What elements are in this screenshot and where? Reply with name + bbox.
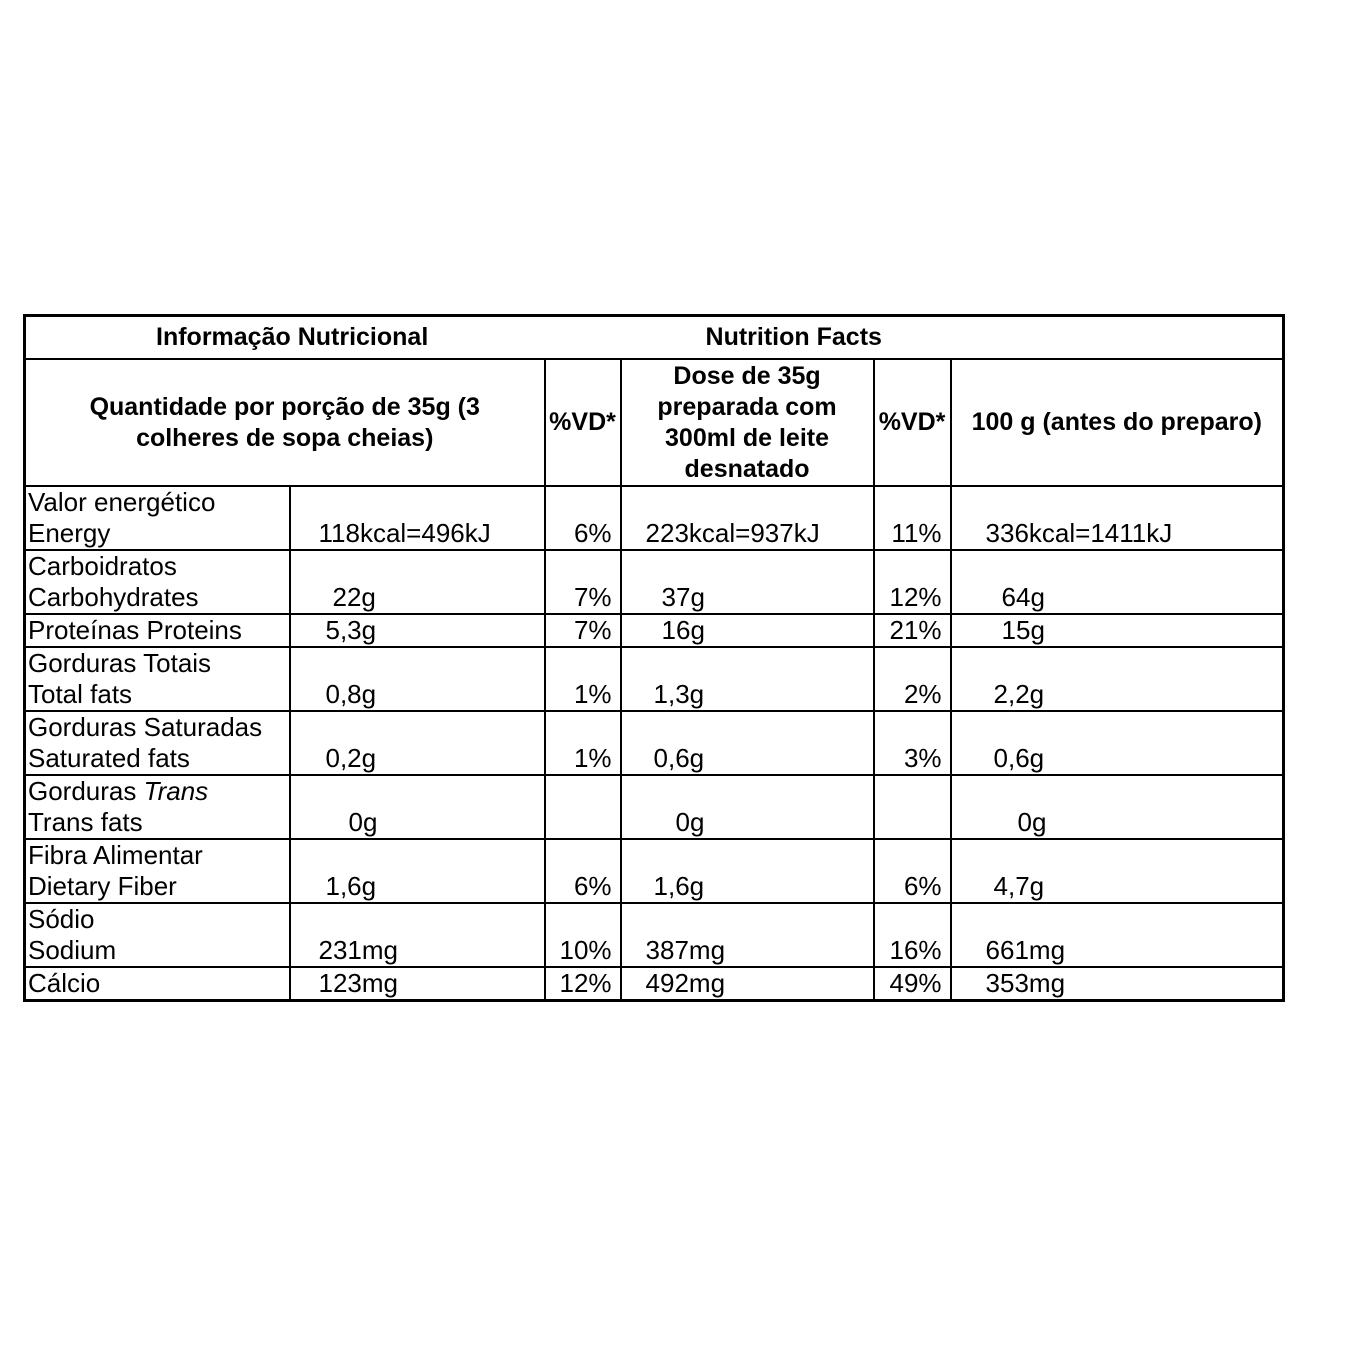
prepared-value: 0g: [621, 775, 874, 839]
table-row: [25, 967, 1284, 1001]
per-100g-value: 4,7g: [951, 839, 1284, 903]
nutrient-name-pt-italic: Trans: [143, 776, 209, 806]
vd-serving-value: [545, 775, 621, 839]
nutrient-name-en: Trans fats: [28, 807, 143, 837]
nutrient-name: [25, 775, 290, 839]
prepared-value: 387mg: [621, 903, 874, 967]
serving-value: 22g: [290, 550, 545, 614]
vd-prepared-value: 49%: [874, 967, 951, 1001]
title-row: [25, 316, 1284, 360]
vd-serving-value: 1%: [545, 711, 621, 775]
nutrient-name: Proteínas Proteins: [25, 614, 290, 647]
table-row: [25, 775, 1284, 839]
prepared-value: 1,3g: [621, 647, 874, 711]
nutrient-name-pt-prefix: Gorduras: [28, 776, 137, 806]
vd-serving-value: 10%: [545, 903, 621, 967]
serving-value: 1,6g: [290, 839, 545, 903]
per-100g-value: 0g: [951, 775, 1284, 839]
nutrient-name-pt: Gorduras Totais: [28, 648, 212, 678]
serving-value: 231mg: [290, 903, 545, 967]
title-english: Nutrition Facts: [621, 316, 1284, 360]
header-row: [25, 359, 1284, 486]
vd-serving-value: 7%: [545, 550, 621, 614]
table-row: [25, 903, 1284, 967]
prepared-value: 16g: [621, 614, 874, 647]
nutrient-name-en: Energy: [28, 518, 111, 548]
nutrient-name: [25, 711, 290, 775]
nutrient-name-pt: Sódio: [28, 904, 95, 934]
header-vd-serving: %VD*: [545, 359, 621, 486]
per-100g-value: 661mg: [951, 903, 1284, 967]
nutrient-name-en: Carbohydrates: [28, 582, 199, 612]
header-serving: Quantidade por porção de 35g (3 colheres de sopa cheias): [25, 359, 545, 486]
nutrient-name-pt: Fibra Alimentar: [28, 840, 203, 870]
vd-serving-value: 6%: [545, 486, 621, 550]
nutrient-name: [25, 647, 290, 711]
per-100g-value: 2,2g: [951, 647, 1284, 711]
serving-value: 118kcal=496kJ: [290, 486, 545, 550]
nutrient-name: Cálcio: [25, 967, 290, 1001]
vd-serving-value: 7%: [545, 614, 621, 647]
nutrient-name: [25, 839, 290, 903]
per-100g-value: 64g: [951, 550, 1284, 614]
nutrition-facts-table: [23, 314, 1285, 1002]
nutrient-name-pt: Carboidratos: [28, 551, 177, 581]
nutrient-name-pt: Gorduras Saturadas: [28, 712, 263, 742]
serving-value: 123mg: [290, 967, 545, 1001]
vd-serving-value: 6%: [545, 839, 621, 903]
per-100g-value: 0,6g: [951, 711, 1284, 775]
vd-prepared-value: 11%: [874, 486, 951, 550]
table-row: [25, 711, 1284, 775]
prepared-value: 1,6g: [621, 839, 874, 903]
prepared-value: 37g: [621, 550, 874, 614]
vd-prepared-value: 6%: [874, 839, 951, 903]
vd-serving-value: 1%: [545, 647, 621, 711]
vd-prepared-value: 21%: [874, 614, 951, 647]
nutrient-name: [25, 903, 290, 967]
serving-value: 0,2g: [290, 711, 545, 775]
per-100g-value: 15g: [951, 614, 1284, 647]
vd-prepared-value: 3%: [874, 711, 951, 775]
nutrient-name-en: Dietary Fiber: [28, 871, 177, 901]
nutrient-name: [25, 550, 290, 614]
nutrient-name-pt: [28, 776, 289, 807]
serving-value: 0,8g: [290, 647, 545, 711]
table-row: [25, 614, 1284, 647]
nutrient-name-pt: Valor energético: [28, 487, 216, 517]
per-100g-value: 336kcal=1411kJ: [951, 486, 1284, 550]
prepared-value: 223kcal=937kJ: [621, 486, 874, 550]
nutrient-name: [25, 486, 290, 550]
table-row: [25, 486, 1284, 550]
table-row: [25, 550, 1284, 614]
per-100g-value: 353mg: [951, 967, 1284, 1001]
table-row: [25, 647, 1284, 711]
serving-value: 5,3g: [290, 614, 545, 647]
title-portuguese: Informação Nutricional: [25, 316, 621, 360]
table-row: [25, 839, 1284, 903]
nutrient-name-en: Sodium: [28, 935, 117, 965]
vd-serving-value: 12%: [545, 967, 621, 1001]
prepared-value: 0,6g: [621, 711, 874, 775]
vd-prepared-value: 2%: [874, 647, 951, 711]
header-vd-prepared: %VD*: [874, 359, 951, 486]
nutrient-name-en: Total fats: [28, 679, 133, 709]
vd-prepared-value: [874, 775, 951, 839]
nutrient-name-en: Saturated fats: [28, 743, 190, 773]
vd-prepared-value: 12%: [874, 550, 951, 614]
serving-value: 0g: [290, 775, 545, 839]
prepared-value: 492mg: [621, 967, 874, 1001]
header-prepared: Dose de 35g preparada com 300ml de leite desnatado: [621, 359, 874, 486]
vd-prepared-value: 16%: [874, 903, 951, 967]
header-per-100g: 100 g (antes do preparo): [951, 359, 1284, 486]
